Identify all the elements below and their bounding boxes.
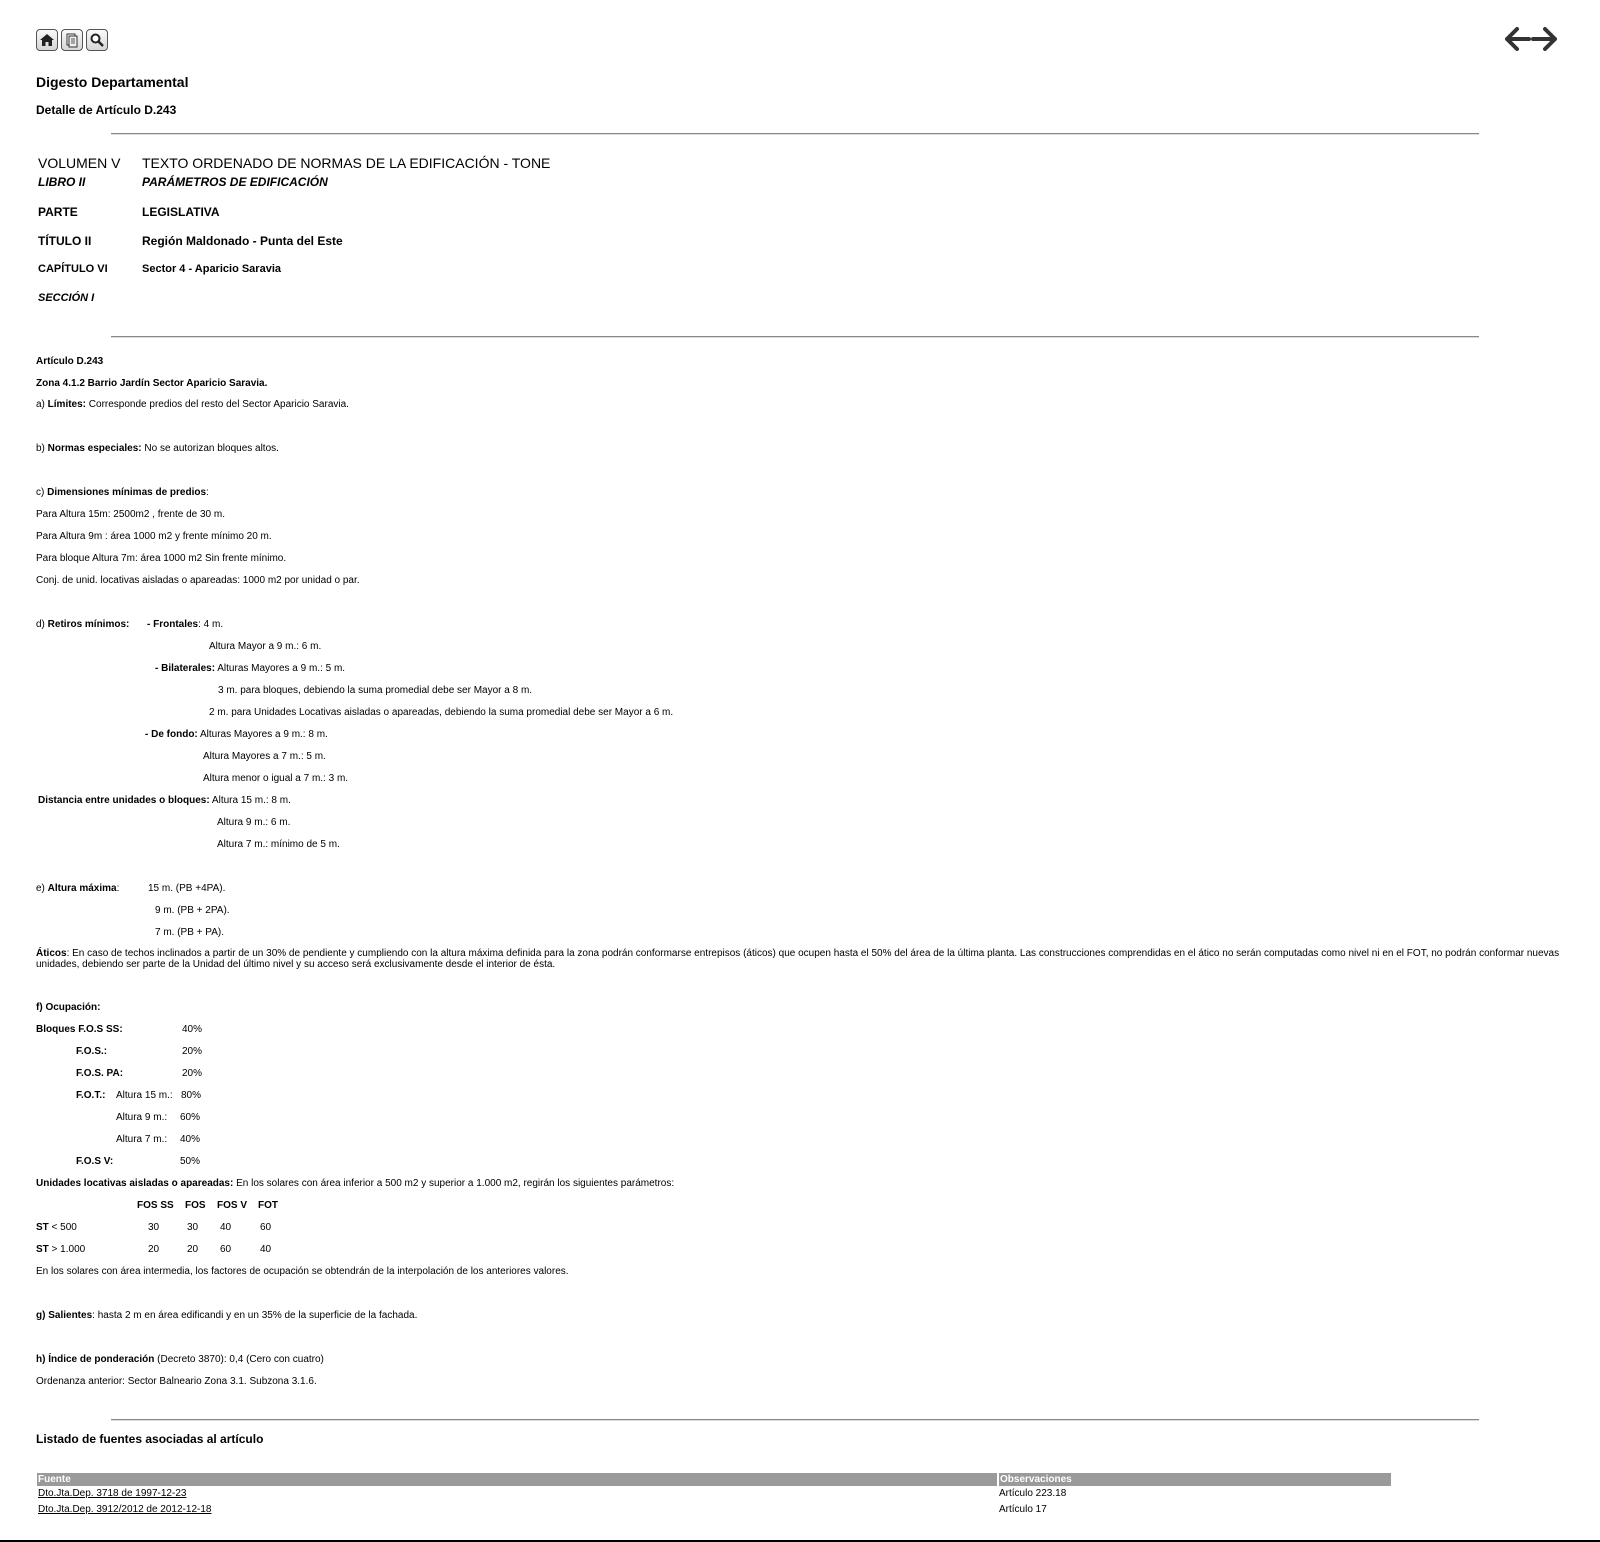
titulo-value: Región Maldonado - Punta del Este	[142, 234, 343, 248]
f-unidades: Unidades locativas aisladas o apareadas: En los solares con área inferior a 500 m2 y superior a 1.000 m2, regirán los siguientes parámetros:	[36, 1178, 675, 1189]
section-c-line: Para Altura 15m: 2500m2 , frente de 30 m.	[36, 509, 225, 520]
parte-label: PARTE	[38, 205, 78, 219]
f-fot-label: F.O.T.:	[76, 1090, 106, 1101]
document-icon	[64, 32, 80, 48]
observaciones-cell: Artículo 17	[999, 1504, 1047, 1515]
f-table-cell: 40	[260, 1244, 272, 1255]
f-fot-9-label: Altura 9 m.:	[116, 1112, 168, 1123]
section-d: d) Retiros mínimos:	[36, 619, 130, 630]
separator	[111, 336, 1479, 338]
table-row	[37, 1486, 1392, 1502]
parte-value: LEGISLATIVA	[142, 205, 220, 219]
d-frontales-2: Altura Mayor a 9 m.: 6 m.	[209, 641, 322, 652]
toolbar	[36, 29, 108, 51]
d-distancia-3: Altura 7 m.: mínimo de 5 m.	[217, 839, 340, 850]
d-bilaterales-2: 3 m. para bloques, debiendo la suma promedial debe ser Mayor a 8 m.	[218, 685, 533, 696]
ordenanza-anterior: Ordenanza anterior: Sector Balneario Zona 3.1. Subzona 3.1.6.	[36, 1376, 317, 1387]
observaciones-cell: Artículo 223.18	[999, 1488, 1067, 1499]
e-value-2: 9 m. (PB + 2PA).	[155, 905, 230, 916]
volumen-value: TEXTO ORDENADO DE NORMAS DE LA EDIFICACIÓN - TONE	[142, 155, 551, 171]
fuente-link[interactable]: Dto.Jta.Dep. 3718 de 1997-12-23	[38, 1488, 187, 1499]
f-bloques-fos-ss-label: Bloques F.O.S SS:	[36, 1024, 123, 1035]
site-title: Digesto Departamental	[36, 74, 189, 90]
e-value-1: 15 m. (PB +4PA).	[148, 883, 226, 894]
document-button[interactable]	[61, 29, 83, 51]
f-table-header: FOS SS	[137, 1200, 174, 1211]
nav-arrows	[1503, 26, 1559, 52]
f-bloques-fos-ss-value: 40%	[182, 1024, 203, 1035]
f-table-header: FOS	[185, 1200, 206, 1211]
f-fos-v-label: F.O.S V:	[76, 1156, 114, 1167]
section-c-line: Para bloque Altura 7m: área 1000 m2 Sin frente mínimo.	[36, 553, 287, 564]
section-a: a) Límites: Corresponde predios del resto del Sector Aparicio Saravia.	[36, 399, 349, 410]
hierarchy-volumen	[38, 155, 550, 171]
f-fos-label: F.O.S.:	[76, 1046, 108, 1057]
capitulo-label: CAPÍTULO VI	[38, 263, 108, 275]
f-table-header: FOT	[258, 1200, 278, 1211]
section-c-line: Para Altura 9m : área 1000 m2 y frente mínimo 20 m.	[36, 531, 272, 542]
f-table-cell: 40	[220, 1222, 232, 1233]
hierarchy-seccion	[38, 292, 142, 304]
table-row	[37, 1502, 1392, 1518]
home-icon	[39, 32, 55, 48]
d-fondo-2: Altura Mayores a 7 m.: 5 m.	[203, 751, 326, 762]
fuentes-table	[37, 1473, 1393, 1518]
volumen-label: VOLUMEN V	[38, 155, 121, 171]
section-h: h) Índice de ponderación (Decreto 3870): 0,4 (Cero con cuatro)	[36, 1354, 324, 1365]
table-header-row	[37, 1473, 1392, 1486]
seccion-label: SECCIÓN I	[38, 292, 95, 304]
f-table-cell: 30	[148, 1222, 160, 1233]
detail-title: Detalle de Artículo D.243	[36, 103, 177, 117]
d-frontales: - Frontales: 4 m.	[147, 619, 224, 630]
f-table-cell: 20	[148, 1244, 160, 1255]
article-number: Artículo D.243	[36, 356, 104, 367]
d-bilaterales-3: 2 m. para Unidades Locativas aisladas o apareadas, debiendo la suma promedial debe ser Mayor a 6 m.	[209, 707, 674, 718]
back-arrow-icon[interactable]	[1503, 26, 1531, 52]
f-fot-7-value: 40%	[180, 1134, 201, 1145]
hierarchy-libro	[38, 175, 328, 189]
titulo-label: TÍTULO II	[38, 234, 92, 248]
f-interpolation: En los solares con área intermedia, los factores de ocupación se obtendrán de la interpolación de los anteriores valores.	[36, 1266, 569, 1277]
f-table-cell: 60	[220, 1244, 232, 1255]
hierarchy-titulo	[38, 234, 343, 248]
hierarchy-capitulo	[38, 263, 281, 275]
section-b: b) Normas especiales: No se autorizan bloques altos.	[36, 443, 279, 454]
separator	[111, 1419, 1479, 1421]
section-e: e) Altura máxima:	[36, 883, 120, 894]
search-button[interactable]	[86, 29, 108, 51]
section-c: c) Dimensiones mínimas de predios:	[36, 487, 209, 498]
d-distancia-2: Altura 9 m.: 6 m.	[217, 817, 291, 828]
fuente-link[interactable]: Dto.Jta.Dep. 3912/2012 de 2012-12-18	[38, 1504, 212, 1515]
f-table-header: FOS V	[217, 1200, 248, 1211]
f-table-row-label: ST < 500	[36, 1222, 77, 1233]
search-icon	[89, 32, 105, 48]
f-table-cell: 60	[260, 1222, 272, 1233]
hierarchy-parte	[38, 205, 220, 219]
f-fos-v-value: 50%	[180, 1156, 201, 1167]
d-bilaterales: - Bilaterales: Alturas Mayores a 9 m.: 5 m.	[155, 663, 346, 674]
e-value-3: 7 m. (PB + PA).	[155, 927, 224, 938]
d-fondo: - De fondo: Alturas Mayores a 9 m.: 8 m.	[145, 729, 328, 740]
section-c-line: Conj. de unid. locativas aisladas o apareadas: 1000 m2 por unidad o par.	[36, 575, 360, 586]
separator	[111, 133, 1479, 135]
home-button[interactable]	[36, 29, 58, 51]
article-zone: Zona 4.1.2 Barrio Jardín Sector Aparicio Saravia.	[36, 378, 268, 389]
f-fos-value: 20%	[182, 1046, 203, 1057]
column-header-fuente: Fuente	[37, 1473, 998, 1486]
f-fot-9-value: 60%	[180, 1112, 201, 1123]
libro-label: LIBRO II	[38, 175, 86, 189]
section-g: g) Salientes: hasta 2 m en área edificandi y en un 35% de la superficie de la fachada.	[36, 1310, 418, 1321]
fuente-cell	[37, 1486, 998, 1502]
f-table-row-label: ST > 1.000	[36, 1244, 86, 1255]
d-distancia: Distancia entre unidades o bloques: Altura 15 m.: 8 m.	[38, 795, 291, 806]
f-table-cell: 20	[187, 1244, 199, 1255]
forward-arrow-icon[interactable]	[1531, 26, 1559, 52]
f-fos-pa-value: 20%	[182, 1068, 203, 1079]
fuente-cell	[37, 1502, 998, 1518]
section-f: f) Ocupación:	[36, 1002, 101, 1013]
capitulo-value: Sector 4 - Aparicio Saravia	[142, 263, 281, 275]
d-fondo-3: Altura menor o igual a 7 m.: 3 m.	[203, 773, 349, 784]
aticos-paragraph: Áticos: En caso de techos inclinados a partir de un 30% de pendiente y cumpliendo con la altura máxima definida para la zona podrán conformarse entrepisos (áticos) que ocupen hasta el 50% del área de la última planta. Las construcciones comprendidas en el ático no serán computadas como nivel ni en el FOT, no podrán conformar nuevas unidades, debiendo ser parte de la Unidad del último nivel y su acceso será exclusivamente desde el interior de ésta.	[36, 948, 1560, 970]
f-table-cell: 30	[187, 1222, 199, 1233]
fuentes-title: Listado de fuentes asociadas al artículo	[36, 1432, 264, 1446]
libro-value: PARÁMETROS DE EDIFICACIÓN	[142, 175, 328, 189]
f-fot-15-value: 80%	[181, 1090, 202, 1101]
column-header-observaciones: Observaciones	[998, 1473, 1392, 1486]
f-fos-pa-label: F.O.S. PA:	[76, 1068, 124, 1079]
f-fot-7-label: Altura 7 m.:	[116, 1134, 168, 1145]
f-fot-15-label: Altura 15 m.:	[116, 1090, 173, 1101]
